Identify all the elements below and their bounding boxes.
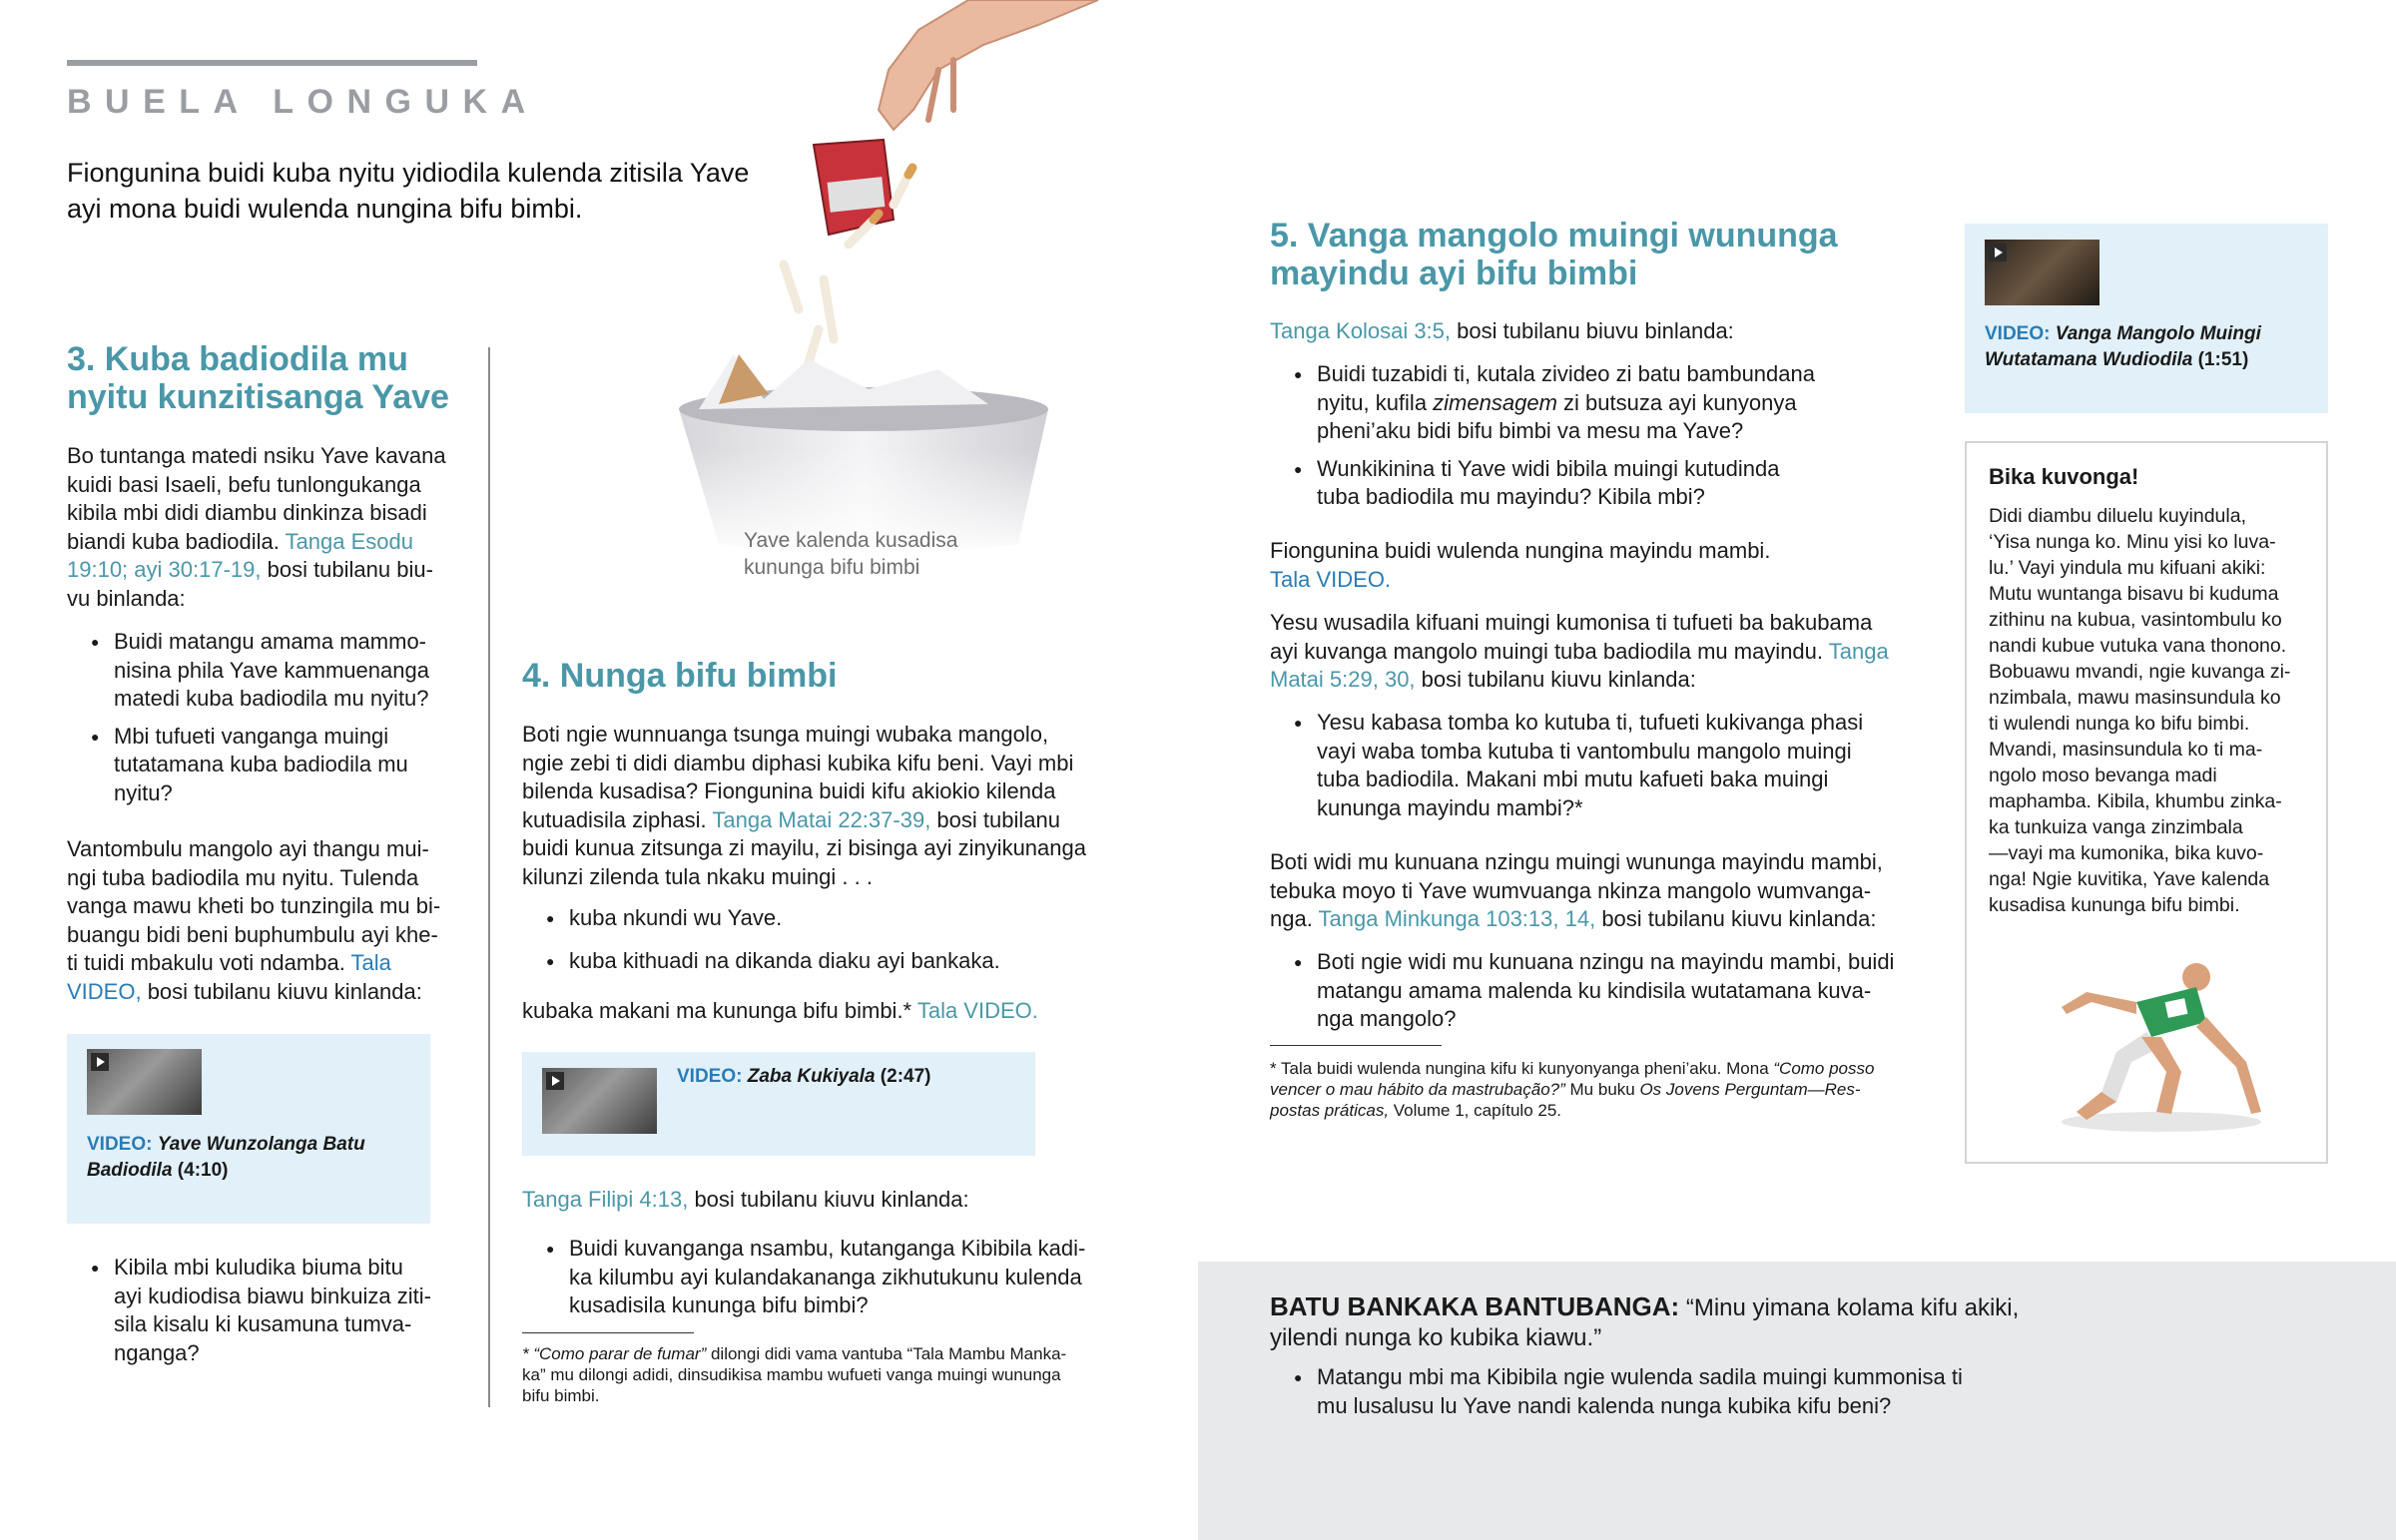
scripture-link[interactable]: Tanga Minkunga 103:13, 14, <box>1318 906 1596 931</box>
runner-illustration <box>2047 952 2276 1137</box>
bottom-quote: BATU BANKAKA BANTUBANGA: “Minu yimana kolama kifu akiki, yilendi nunga ko kubika kiawu.” <box>1270 1291 2020 1351</box>
play-icon <box>1989 244 2007 261</box>
video-label: VIDEO: <box>1985 323 2051 344</box>
section5-bullet2 <box>1270 709 1949 822</box>
video-title: Badiodila <box>87 1160 173 1181</box>
video-thumbnail[interactable] <box>87 1049 202 1115</box>
scripture-link[interactable]: Tanga Kolosai 3:5, <box>1270 318 1452 343</box>
section5-footnote: * Tala buidi wulenda nungina kifu ki kunyonyanga pheni’aku. Mona “Como posso vencer o mau hábito da mastrubação?” Mu buku Os Jovens Perguntam—Res- postas práticas, Volume 1, capítulo 25. <box>1270 1059 1875 1120</box>
video-duration: (4:10) <box>177 1160 229 1181</box>
list-item: ● kuba nkundi wu Yave. <box>522 904 1121 933</box>
section3-para1: Bo tuntanga matedi nsiku Yave kavana kuidi basi Isaeli, befu tunlongukanga kibila mbi didi diambu dinkinza bisadi biandi kuba badiodila. Tanga Esodu 19:10; ayi 30:17-19, bosi tubilanu biu- vu binlanda: <box>67 443 446 611</box>
list-item: ● Matangu mbi ma Kibibila ngie wulenda sadila muingi kummonisa ti mu lusalusu lu Yave nandi kalenda nunga kubika kifu beni? <box>1270 1363 2029 1420</box>
section3 <box>67 340 466 416</box>
section5-bullet3 <box>1270 948 1949 1034</box>
bottom-bullet <box>1270 1363 2029 1420</box>
scripture-link[interactable]: Tanga Filipi 4:13, <box>522 1187 689 1212</box>
section4-para2: kubaka makani ma kununga bifu bimbi.* Tala VIDEO. <box>522 998 1038 1023</box>
list-item: ● Mbi tufueti vanganga muingi tutatamana kuba badiodila mu nyitu? <box>67 723 486 808</box>
section4-footnote: * “Como parar de fumar” dilongi didi vama vantuba “Tala Mambu Manka- ka” mu dilongi adidi, dinsudikisa mambu wufueti vanga muingi wununga bifu bimbi. <box>522 1344 1067 1405</box>
video-title: Wutatamana Wudiodila <box>1985 349 2193 370</box>
video-card-section4[interactable] <box>522 1052 1035 1156</box>
column-divider <box>488 347 490 1407</box>
video-title: Yave Wunzolanga Batu <box>157 1134 365 1155</box>
play-icon <box>91 1053 109 1071</box>
scripture-link[interactable]: Matai 5:29, 30, <box>1270 667 1416 692</box>
list-item: ● kuba kithuadi na dikanda diaku ayi bankaka. <box>522 947 1121 976</box>
scripture-link[interactable]: Tanga Esodu <box>285 528 413 554</box>
video-thumbnail[interactable] <box>542 1068 657 1134</box>
sidebar-text: Didi diambu diluelu kuyindula, ‘Yisa nunga ko. Minu yisi ko luva- lu.’ Vayi yindula mu kifuani akiki: Mutu wuntanga bisavu bi kuduma zithinu na kubua, vasintombulu ko nandi kubue vutuka vana thonono. Bobuawu mvandi, ngie kuvanga zi- nzimbala, mawu masinsundula ko ti wulendi nunga ko bifu bimbi. Mvandi, masinsundula ko ti ma- ngolo moso bevanga madi maphamba. Kibila, khumbu zinka- ka tunkuiza vanga zinzimbala —vayi ma kumonika, bika kuvo- nga! Ngie kuvitika, Yave kalenda kusadisa kununga bifu bimbi. <box>1989 505 2291 916</box>
section3-para2: Vantombulu mangolo ayi thangu mui- ngi tuba badiodila mu nyitu. Tulenda vanga mawu kheti bo tunzingila mu bi- buangu bidi beni buphumbulu ayi khe- ti tuidi mbakulu voti ndamba. Tala VIDEO, bosi tubilanu kiuvu kinlanda: <box>67 836 441 1004</box>
video-link[interactable]: Tala <box>350 950 391 975</box>
section4-bullet-last <box>522 1235 1141 1320</box>
section3-bullets <box>67 628 486 807</box>
list-item: ● Buidi kuvanganga nsambu, kutanganga Kibibila kadi- ka kilumbu ayi kulandakananga zikhutukunu kulenda kusadisila kununga bifu bimbi? <box>522 1235 1141 1320</box>
section5-para3: Boti widi mu kunuana nzingu muingi wununga mayindu mambi, tebuka moyo ti Yave wumvuanga nkinza mangolo wumvanga- nga. Tanga Minkunga 103:13, 14, bosi tubilanu kiuvu kinlanda: <box>1270 849 1883 931</box>
text-run: zi butsuza ayi kunyonya <box>1556 389 1797 415</box>
bottom-label: BATU BANKAKA BANTUBANGA: <box>1270 1291 1680 1321</box>
section3-heading: 3. Kuba badiodila mu nyitu kunzitisanga Yave <box>67 340 449 416</box>
section5-read1: Tanga Kolosai 3:5, bosi tubilanu biuvu binlanda: <box>1270 318 1734 343</box>
text-run: nyitu, kufila <box>1317 389 1434 415</box>
page-title: BUELA LONGUKA <box>67 83 539 121</box>
header-rule <box>67 60 477 66</box>
scripture-link[interactable]: Tanga Matai 22:37-39, <box>712 806 931 832</box>
video-card-side[interactable] <box>1965 224 2328 413</box>
trash-illustration <box>639 0 1108 559</box>
list-item: ● Yesu kabasa tomba ko kutuba ti, tufueti kukivanga phasi vayi waba tomba kutuba ti vantombulu mangolo muingi tuba badiodila. Makani mbi mutu kafueti baka muingi kununga mayindu mambi?* <box>1270 709 1949 822</box>
video-duration: (2:47) <box>880 1066 931 1087</box>
video-thumbnail[interactable] <box>1985 240 2099 305</box>
sidebar-heading: Bika kuvonga! <box>1989 464 2139 489</box>
illustration-caption: Yave kalenda kusadisa kununga bifu bimbi <box>744 529 958 579</box>
scripture-link[interactable]: Tanga <box>1828 638 1889 664</box>
section5-heading: 5. Vanga mangolo muingi wununga mayindu ayi bifu bimbi <box>1270 217 1838 292</box>
footnote-rule <box>522 1332 694 1333</box>
section4-para1: Boti ngie wunnuanga tsunga muingi wubaka mangolo, ngie zebi ti didi diambu diphasi kubika kifu beni. Vayi mbi bilenda kusadisa? Fiongunina buidi kifu akiokio kilenda kutuadisila ziphasi. Tanga Matai 22:37-39, bosi tubilanu buidi kunua zitsunga zi mayilu, zi bisinga ayi zinyikunanga kilunzi zilenda tula nkaku muingi . . . <box>522 722 1086 889</box>
italic-term: zimensagem <box>1433 389 1557 415</box>
section4-heading: 4. Nunga bifu bimbi <box>522 657 838 695</box>
scripture-link[interactable]: 19:10; ayi 30:17-19, <box>67 557 262 582</box>
list-item: ● Boti ngie widi mu kunuana nzingu na mayindu mambi, buidi matangu amama malenda ku kindisila wutatamana kuva- nga mangolo? <box>1270 948 1949 1034</box>
video-link[interactable]: VIDEO, <box>67 978 142 1004</box>
footnote-rule <box>1270 1045 1442 1046</box>
section3-bullet-last <box>67 1254 486 1367</box>
section5-para1: Fiongunina buidi wulenda nungina mayindu mambi. Tala VIDEO. <box>1270 537 1929 594</box>
video-label: VIDEO: <box>677 1066 743 1087</box>
list-item: ● Kibila mbi kuludika biuma bitu ayi kudiodisa biawu binkuiza ziti- sila kisalu ki kusamuna tumva- nganga? <box>67 1254 486 1367</box>
list-item: ● Wunkikinina ti Yave widi bibila muingi kutudinda tuba badiodila mu mayindu? Kibila mbi? <box>1270 455 1949 512</box>
video-link[interactable]: Tala VIDEO. <box>916 998 1038 1023</box>
bottom-panel <box>1198 1262 2396 1540</box>
video-card-section3[interactable] <box>67 1034 430 1224</box>
section4-bullets <box>522 904 1121 975</box>
mixed-line <box>1317 389 1949 418</box>
play-icon <box>546 1072 564 1090</box>
video-duration: (1:51) <box>2197 349 2249 370</box>
video-title: Vanga Mangolo Muingi <box>2055 323 2261 344</box>
sidebar-box <box>1965 441 2328 1164</box>
video-label: VIDEO: <box>87 1134 153 1155</box>
video-title: Zaba Kukiyala <box>747 1066 876 1087</box>
intro-text: Fiongunina buidi kuba nyitu yidiodila kulenda zitisila Yave ayi mona buidi wulenda nungina bifu bimbi. <box>67 158 750 224</box>
hand-icon <box>879 0 1098 130</box>
section5-bullets1 <box>1270 360 1949 512</box>
list-item: ● Buidi tuzabidi ti, kutala zivideo zi batu bambundana nyitu, kufila zimensagem zi butsuza ayi kunyonya pheni’aku bidi bifu bimbi va mesu ma Yave? <box>1270 360 1949 446</box>
section4-read: Tanga Filipi 4:13, bosi tubilanu kiuvu kinlanda: <box>522 1187 969 1212</box>
section5-para2: Yesu wusadila kifuani muingi kumonisa ti tufueti ba bakubama ayi kuvanga mangolo muingi tuba badiodila mu mayindu. Tanga Matai 5:29, 30, bosi tubilanu kiuvu kinlanda: <box>1270 610 1889 692</box>
list-item: ● Buidi matangu amama mammo- nisina phila Yave kammuenanga matedi kuba badiodila mu nyitu? <box>67 628 486 714</box>
video-link[interactable]: Tala VIDEO. <box>1270 566 1392 592</box>
